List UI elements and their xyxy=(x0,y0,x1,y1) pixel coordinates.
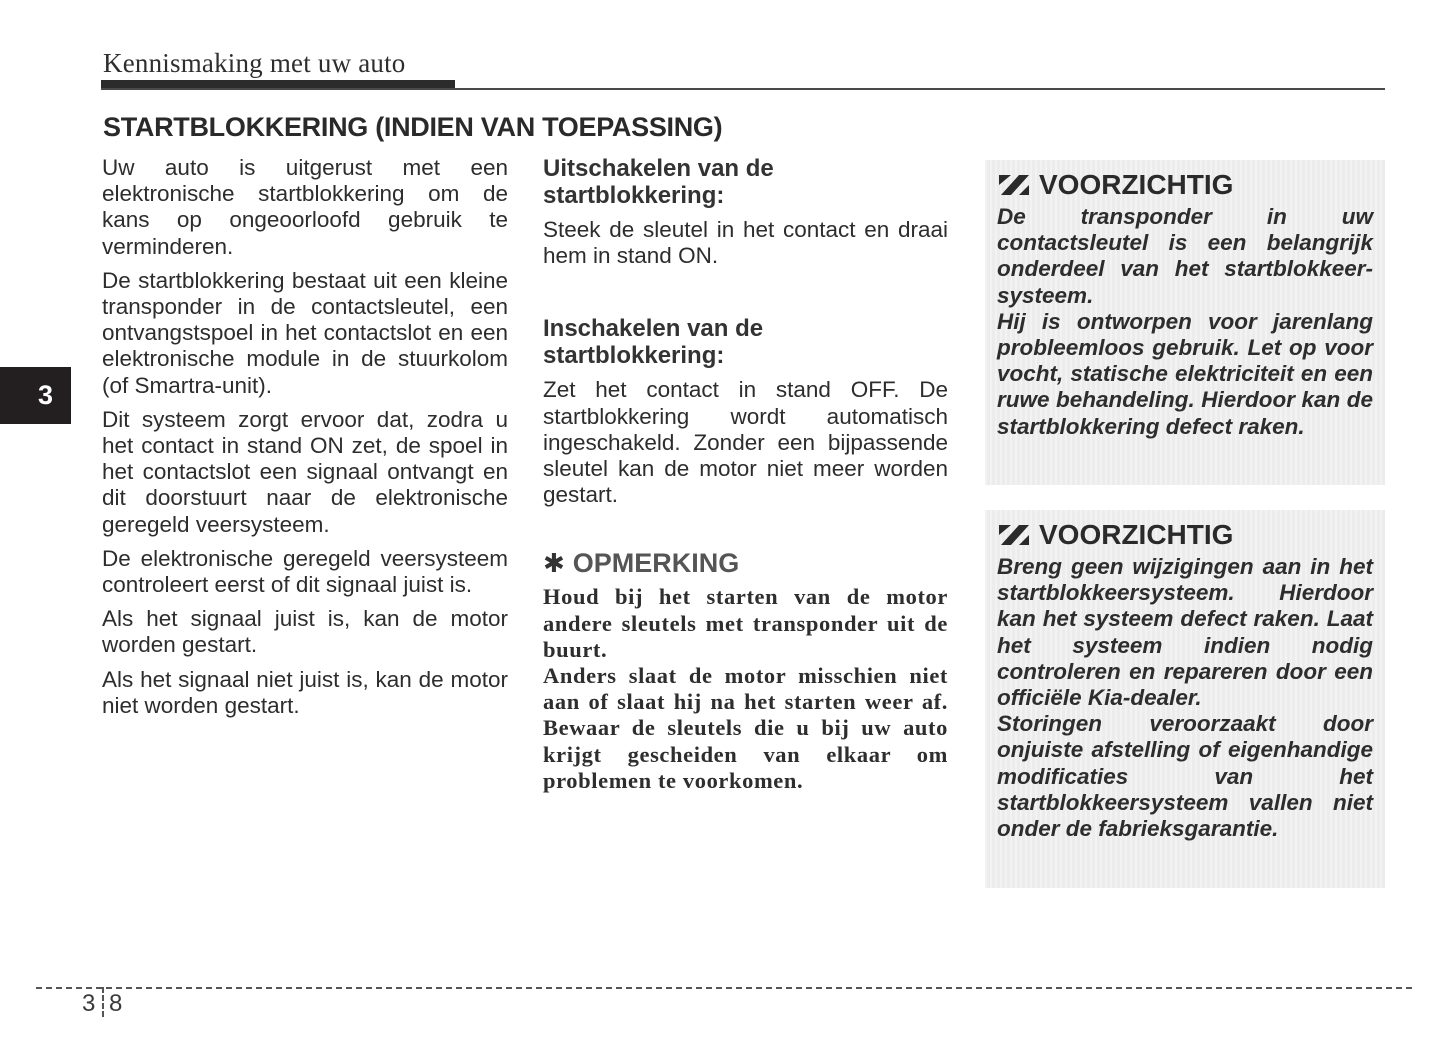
note-body xyxy=(543,584,948,794)
left-column xyxy=(102,155,508,727)
caution-slash-icon xyxy=(997,523,1031,547)
caution-body xyxy=(997,204,1373,440)
disable-heading: Uitschakelen van de startblokkering: xyxy=(543,155,774,209)
caution-paragraph: Breng geen wijzigingen aan in het startblokkeersysteem. Hierdoor kan het systeem defect raken. Laat het systeem indien nodig controleren en repareren door een officiële Kia-dealer. xyxy=(997,554,1373,711)
paragraph: De elektronische geregeld veersysteem controleert eerst of dit signaal juist is. xyxy=(102,545,508,598)
caution-title xyxy=(997,518,1373,552)
footer-rule xyxy=(36,987,1412,989)
note-paragraph: Anders slaat de motor misschien niet aan of slaat hij na het starten weer af. Bewaar de sleutels die u bij uw auto krijgt gescheiden van elkaar om problemen te voorkomen. xyxy=(543,663,948,793)
header-rule xyxy=(101,88,1385,90)
caution-box xyxy=(985,510,1385,888)
caution-paragraph: Storingen veroorzaakt door onjuiste afstelling of eigenhandige modificaties van het startblokkeersysteem vallen niet onder de fabrieksgarantie. xyxy=(997,711,1373,842)
chapter-tab-label: 3 xyxy=(37,380,54,410)
note-heading-label: OPMERKING xyxy=(572,548,740,579)
middle-column xyxy=(543,155,948,794)
paragraph: Dit systeem zorgt ervoor dat, zodra u het contact in stand ON zet, de spoel in het contactslot een signaal ontvangt en dit doorstuurt naar de elektronische geregeld veersysteem. xyxy=(102,406,508,537)
paragraph: De startblokkering bestaat uit een kleine transponder in de contactsleutel, een ontvangstspoel in het contactslot en een elektronische module in de stuurkolom (of Smartra-unit). xyxy=(102,267,508,398)
paragraph: Uw auto is uitgerust met een elektronische startblokkering om de kans op ongeoorloofd gebruik te verminderen. xyxy=(102,155,508,259)
note-heading xyxy=(543,548,948,578)
paragraph: Als het signaal juist is, kan de motor worden gestart. xyxy=(102,606,508,658)
asterisk-icon: ✱ xyxy=(543,548,565,579)
page-chapter-number: 3 xyxy=(82,990,96,1017)
caution-body xyxy=(997,554,1373,842)
running-head: Kennismaking met uw auto xyxy=(103,48,406,78)
caution-paragraph: De transponder in uw contactsleutel is een belangrijk onderdeel van het startblokkeer-systeem. xyxy=(997,204,1373,308)
chapter-tab xyxy=(0,367,71,424)
section-title: STARTBLOKKERING (INDIEN VAN TOEPASSING) xyxy=(103,112,723,142)
caution-title xyxy=(997,168,1373,202)
footer-divider xyxy=(102,987,104,1017)
paragraph: Als het signaal niet juist is, kan de motor niet worden gestart. xyxy=(102,666,508,718)
caution-title-label: VOORZICHTIG xyxy=(1039,519,1234,550)
note-paragraph: Houd bij het starten van de motor andere sleutels met transponder uit de buurt. xyxy=(543,584,948,662)
caution-paragraph: Hij is ontworpen voor jarenlang probleemloos gebruik. Let op voor vocht, statische elektriciteit en een ruwe behandeling. Hierdoor kan de startblokkering defect raken. xyxy=(997,308,1373,439)
disable-text: Steek de sleutel in het contact en draai hem in stand ON. xyxy=(543,217,948,269)
enable-text: Zet het contact in stand OFF. De startblokkering wordt automatisch ingeschakeld. Zonder een bijpassende sleutel kan de motor niet meer worden gestart. xyxy=(543,377,948,508)
caution-title-label: VOORZICHTIG xyxy=(1039,169,1234,200)
caution-box xyxy=(985,160,1385,485)
enable-heading: Inschakelen van de startblokkering: xyxy=(543,315,764,370)
caution-slash-icon xyxy=(997,173,1031,197)
page-number: 8 xyxy=(109,990,123,1017)
